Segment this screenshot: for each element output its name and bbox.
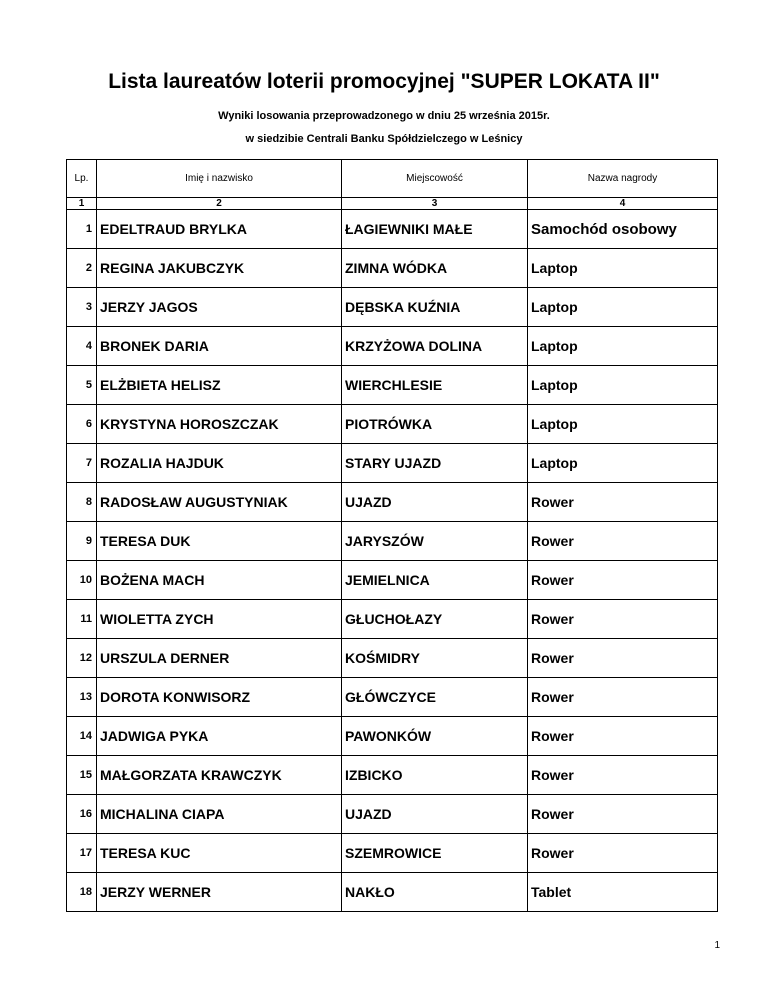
- table-row: [67, 873, 718, 912]
- table-row: [67, 249, 718, 288]
- row-prize-cell: Laptop: [528, 249, 718, 288]
- row-lp-cell: 6: [67, 405, 97, 444]
- row-name-cell: ELŻBIETA HELISZ: [97, 366, 342, 405]
- row-lp-cell: 16: [67, 795, 97, 834]
- row-prize-cell: Rower: [528, 561, 718, 600]
- row-prize-cell: Rower: [528, 678, 718, 717]
- row-lp-cell: 9: [67, 522, 97, 561]
- row-lp-cell: 14: [67, 717, 97, 756]
- document-title: Lista laureatów loterii promocyjnej "SUPER LOKATA II": [108, 70, 660, 93]
- row-name-cell: REGINA JAKUBCZYK: [97, 249, 342, 288]
- row-name-cell: JERZY JAGOS: [97, 288, 342, 327]
- row-lp-cell: 13: [67, 678, 97, 717]
- draw-info-line: Wyniki losowania przeprowadzonego w dniu 25 września 2015r.: [218, 110, 550, 122]
- draw-location-line: w siedzibie Centrali Banku Spółdzielczego w Leśnicy: [245, 133, 523, 145]
- row-city-cell: DĘBSKA KUŹNIA: [342, 288, 528, 327]
- row-name-cell: ROZALIA HAJDUK: [97, 444, 342, 483]
- row-name-cell: BRONEK DARIA: [97, 327, 342, 366]
- table-row: [67, 600, 718, 639]
- row-city-cell: UJAZD: [342, 795, 528, 834]
- row-city-cell: UJAZD: [342, 483, 528, 522]
- row-city-cell: KRZYŻOWA DOLINA: [342, 327, 528, 366]
- column-number-city: 3: [342, 198, 528, 210]
- table-row: [67, 327, 718, 366]
- row-prize-cell: Laptop: [528, 444, 718, 483]
- page-number: 1: [714, 940, 720, 951]
- row-city-cell: JARYSZÓW: [342, 522, 528, 561]
- row-city-cell: KOŚMIDRY: [342, 639, 528, 678]
- row-prize-cell: Laptop: [528, 327, 718, 366]
- row-prize-cell: Rower: [528, 717, 718, 756]
- table-row: [67, 288, 718, 327]
- row-name-cell: DOROTA KONWISORZ: [97, 678, 342, 717]
- table-row: [67, 366, 718, 405]
- row-name-cell: RADOSŁAW AUGUSTYNIAK: [97, 483, 342, 522]
- row-prize-cell: Laptop: [528, 288, 718, 327]
- row-name-cell: BOŻENA MACH: [97, 561, 342, 600]
- row-name-cell: EDELTRAUD BRYLKA: [97, 210, 342, 249]
- row-city-cell: NAKŁO: [342, 873, 528, 912]
- column-number-row: [67, 198, 718, 210]
- row-city-cell: GŁUCHOŁAZY: [342, 600, 528, 639]
- row-prize-cell: Samochód osobowy: [528, 210, 718, 249]
- row-prize-cell: Laptop: [528, 405, 718, 444]
- table-row: [67, 444, 718, 483]
- row-name-cell: JADWIGA PYKA: [97, 717, 342, 756]
- column-number-name: 2: [97, 198, 342, 210]
- row-lp-cell: 12: [67, 639, 97, 678]
- row-prize-cell: Rower: [528, 522, 718, 561]
- row-lp-cell: 17: [67, 834, 97, 873]
- row-lp-cell: 5: [67, 366, 97, 405]
- row-name-cell: TERESA KUC: [97, 834, 342, 873]
- row-city-cell: WIERCHLESIE: [342, 366, 528, 405]
- table-row: [67, 405, 718, 444]
- table-row: [67, 678, 718, 717]
- row-lp-cell: 2: [67, 249, 97, 288]
- row-city-cell: PAWONKÓW: [342, 717, 528, 756]
- table-row: [67, 210, 718, 249]
- row-city-cell: SZEMROWICE: [342, 834, 528, 873]
- row-name-cell: MAŁGORZATA KRAWCZYK: [97, 756, 342, 795]
- row-lp-cell: 18: [67, 873, 97, 912]
- row-name-cell: JERZY WERNER: [97, 873, 342, 912]
- row-city-cell: GŁÓWCZYCE: [342, 678, 528, 717]
- row-lp-cell: 8: [67, 483, 97, 522]
- row-prize-cell: Rower: [528, 483, 718, 522]
- row-prize-cell: Laptop: [528, 366, 718, 405]
- winners-table: [66, 159, 718, 912]
- row-lp-cell: 10: [67, 561, 97, 600]
- row-name-cell: WIOLETTA ZYCH: [97, 600, 342, 639]
- row-lp-cell: 15: [67, 756, 97, 795]
- row-lp-cell: 7: [67, 444, 97, 483]
- row-prize-cell: Tablet: [528, 873, 718, 912]
- row-city-cell: STARY UJAZD: [342, 444, 528, 483]
- header-city: Miejscowość: [342, 160, 528, 198]
- row-prize-cell: Rower: [528, 639, 718, 678]
- row-name-cell: TERESA DUK: [97, 522, 342, 561]
- row-prize-cell: Rower: [528, 795, 718, 834]
- row-lp-cell: 11: [67, 600, 97, 639]
- table-row: [67, 639, 718, 678]
- row-prize-cell: Rower: [528, 756, 718, 795]
- row-lp-cell: 1: [67, 210, 97, 249]
- column-number-lp: 1: [67, 198, 97, 210]
- row-name-cell: URSZULA DERNER: [97, 639, 342, 678]
- row-city-cell: JEMIELNICA: [342, 561, 528, 600]
- row-city-cell: ŁAGIEWNIKI MAŁE: [342, 210, 528, 249]
- table-row: [67, 756, 718, 795]
- table-row: [67, 522, 718, 561]
- header-prize: Nazwa nagrody: [528, 160, 718, 198]
- header-lp: Lp.: [67, 160, 97, 198]
- row-city-cell: PIOTRÓWKA: [342, 405, 528, 444]
- row-name-cell: MICHALINA CIAPA: [97, 795, 342, 834]
- table-header-row: [67, 160, 718, 198]
- row-lp-cell: 4: [67, 327, 97, 366]
- table-row: [67, 717, 718, 756]
- row-city-cell: ZIMNA WÓDKA: [342, 249, 528, 288]
- table-row: [67, 834, 718, 873]
- row-lp-cell: 3: [67, 288, 97, 327]
- table-row: [67, 561, 718, 600]
- row-prize-cell: Rower: [528, 600, 718, 639]
- table-row: [67, 483, 718, 522]
- row-name-cell: KRYSTYNA HOROSZCZAK: [97, 405, 342, 444]
- row-prize-cell: Rower: [528, 834, 718, 873]
- row-city-cell: IZBICKO: [342, 756, 528, 795]
- column-number-prize: 4: [528, 198, 718, 210]
- header-name: Imię i nazwisko: [97, 160, 342, 198]
- table-row: [67, 795, 718, 834]
